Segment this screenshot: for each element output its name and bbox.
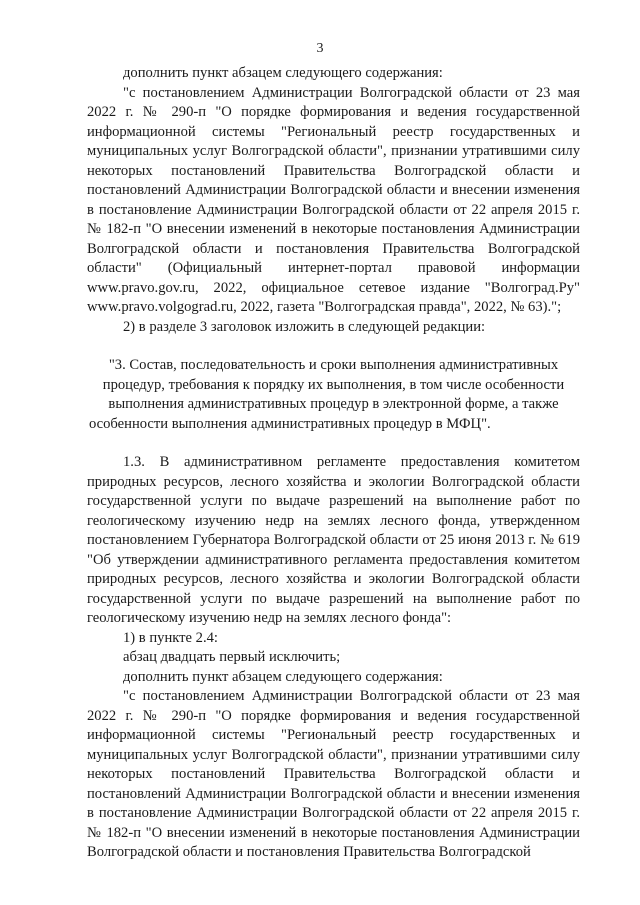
section-3-heading-text: "3. Состав, последовательность и сроки выполнения административных процедур, требования к порядку их выполнения, в том числе особенности выполнения административных процедур в электронной форме, а также особенности выполнения административных процедур в МФЦ". (89, 357, 565, 432)
paragraph-quoted-resolution: "с постановлением Администрации Волгоградской области от 23 мая 2022 г. № 290-п "О порядке формирования и ведения государственной информационной системы "Региональный реестр государственных и муниципальных услуг Волгоградской области", признании утратившими силу некоторых постановлений Правительства Волгоградской области и постановлений Администрации Волгоградской области и внесении изменения в постановление Администрации Волгоградской области от 22 апреля 2015 г. № 182-п "О внесении изменений в некоторые постановления Администрации Волгоградской области и постановления Правительства Волгоградской области" (Официальный интернет-портал правовой информации www.pravo.gov.ru, 2022, официальное сетевое издание "Волгоград.Ру" www.pravo.volgograd.ru, 2022, газета "Волгоградская правда", 2022, № 63)."; (87, 84, 580, 315)
paragraph-exclude-21: абзац двадцать первый исключить; (123, 649, 341, 665)
document-body (87, 64, 580, 863)
paragraph-item-2-4: 1) в пункте 2.4: (123, 629, 218, 646)
paragraph-section-3-heading-instruction: 2) в разделе 3 заголовок изложить в следующей редакции: (123, 318, 486, 335)
paragraph-quoted-resolution-2: "с постановлением Администрации Волгоградской области от 23 мая 2022 г. № 290-п "О порядке формирования и ведения государственной информационной системы "Региональный реестр государственных и муниципальных услуг Волгоградской области", признании утратившими силу некоторых постановлений Правительства Волгоградской области и постановлений Администрации Волгоградской области и внесении изменения в постановление Администрации Волгоградской области от 22 апреля 2015 г. № 182-п "О внесении изменений в некоторые постановления Администрации Волгоградской области и постановления Правительства Волгоградской (87, 688, 580, 860)
paragraph-1-3-regulation: 1.3. В административном регламенте предоставления комитетом природных ресурсов, лесного хозяйства и экологии Волгоградской области государственной услуги по выдаче разрешений на выполнение работ по геологическому изучению недр на землях лесного фонда, утвержденном постановлением Губернатора Волгоградской области от 25 июня 2013 г. № 619 "Об утверждении административного регламента предоставления комитетом природных ресурсов, лесного хозяйства и экологии Волгоградской области государственной услуги по выдаче разрешений на выполнение работ по геологическому изучению недр на землях лесного фонда": (87, 454, 580, 626)
page-number: 3 (316, 41, 324, 56)
paragraph-add-clause-2: дополнить пункт абзацем следующего содержания: (123, 668, 443, 685)
paragraph-add-clause: дополнить пункт абзацем следующего содержания: (123, 65, 443, 81)
